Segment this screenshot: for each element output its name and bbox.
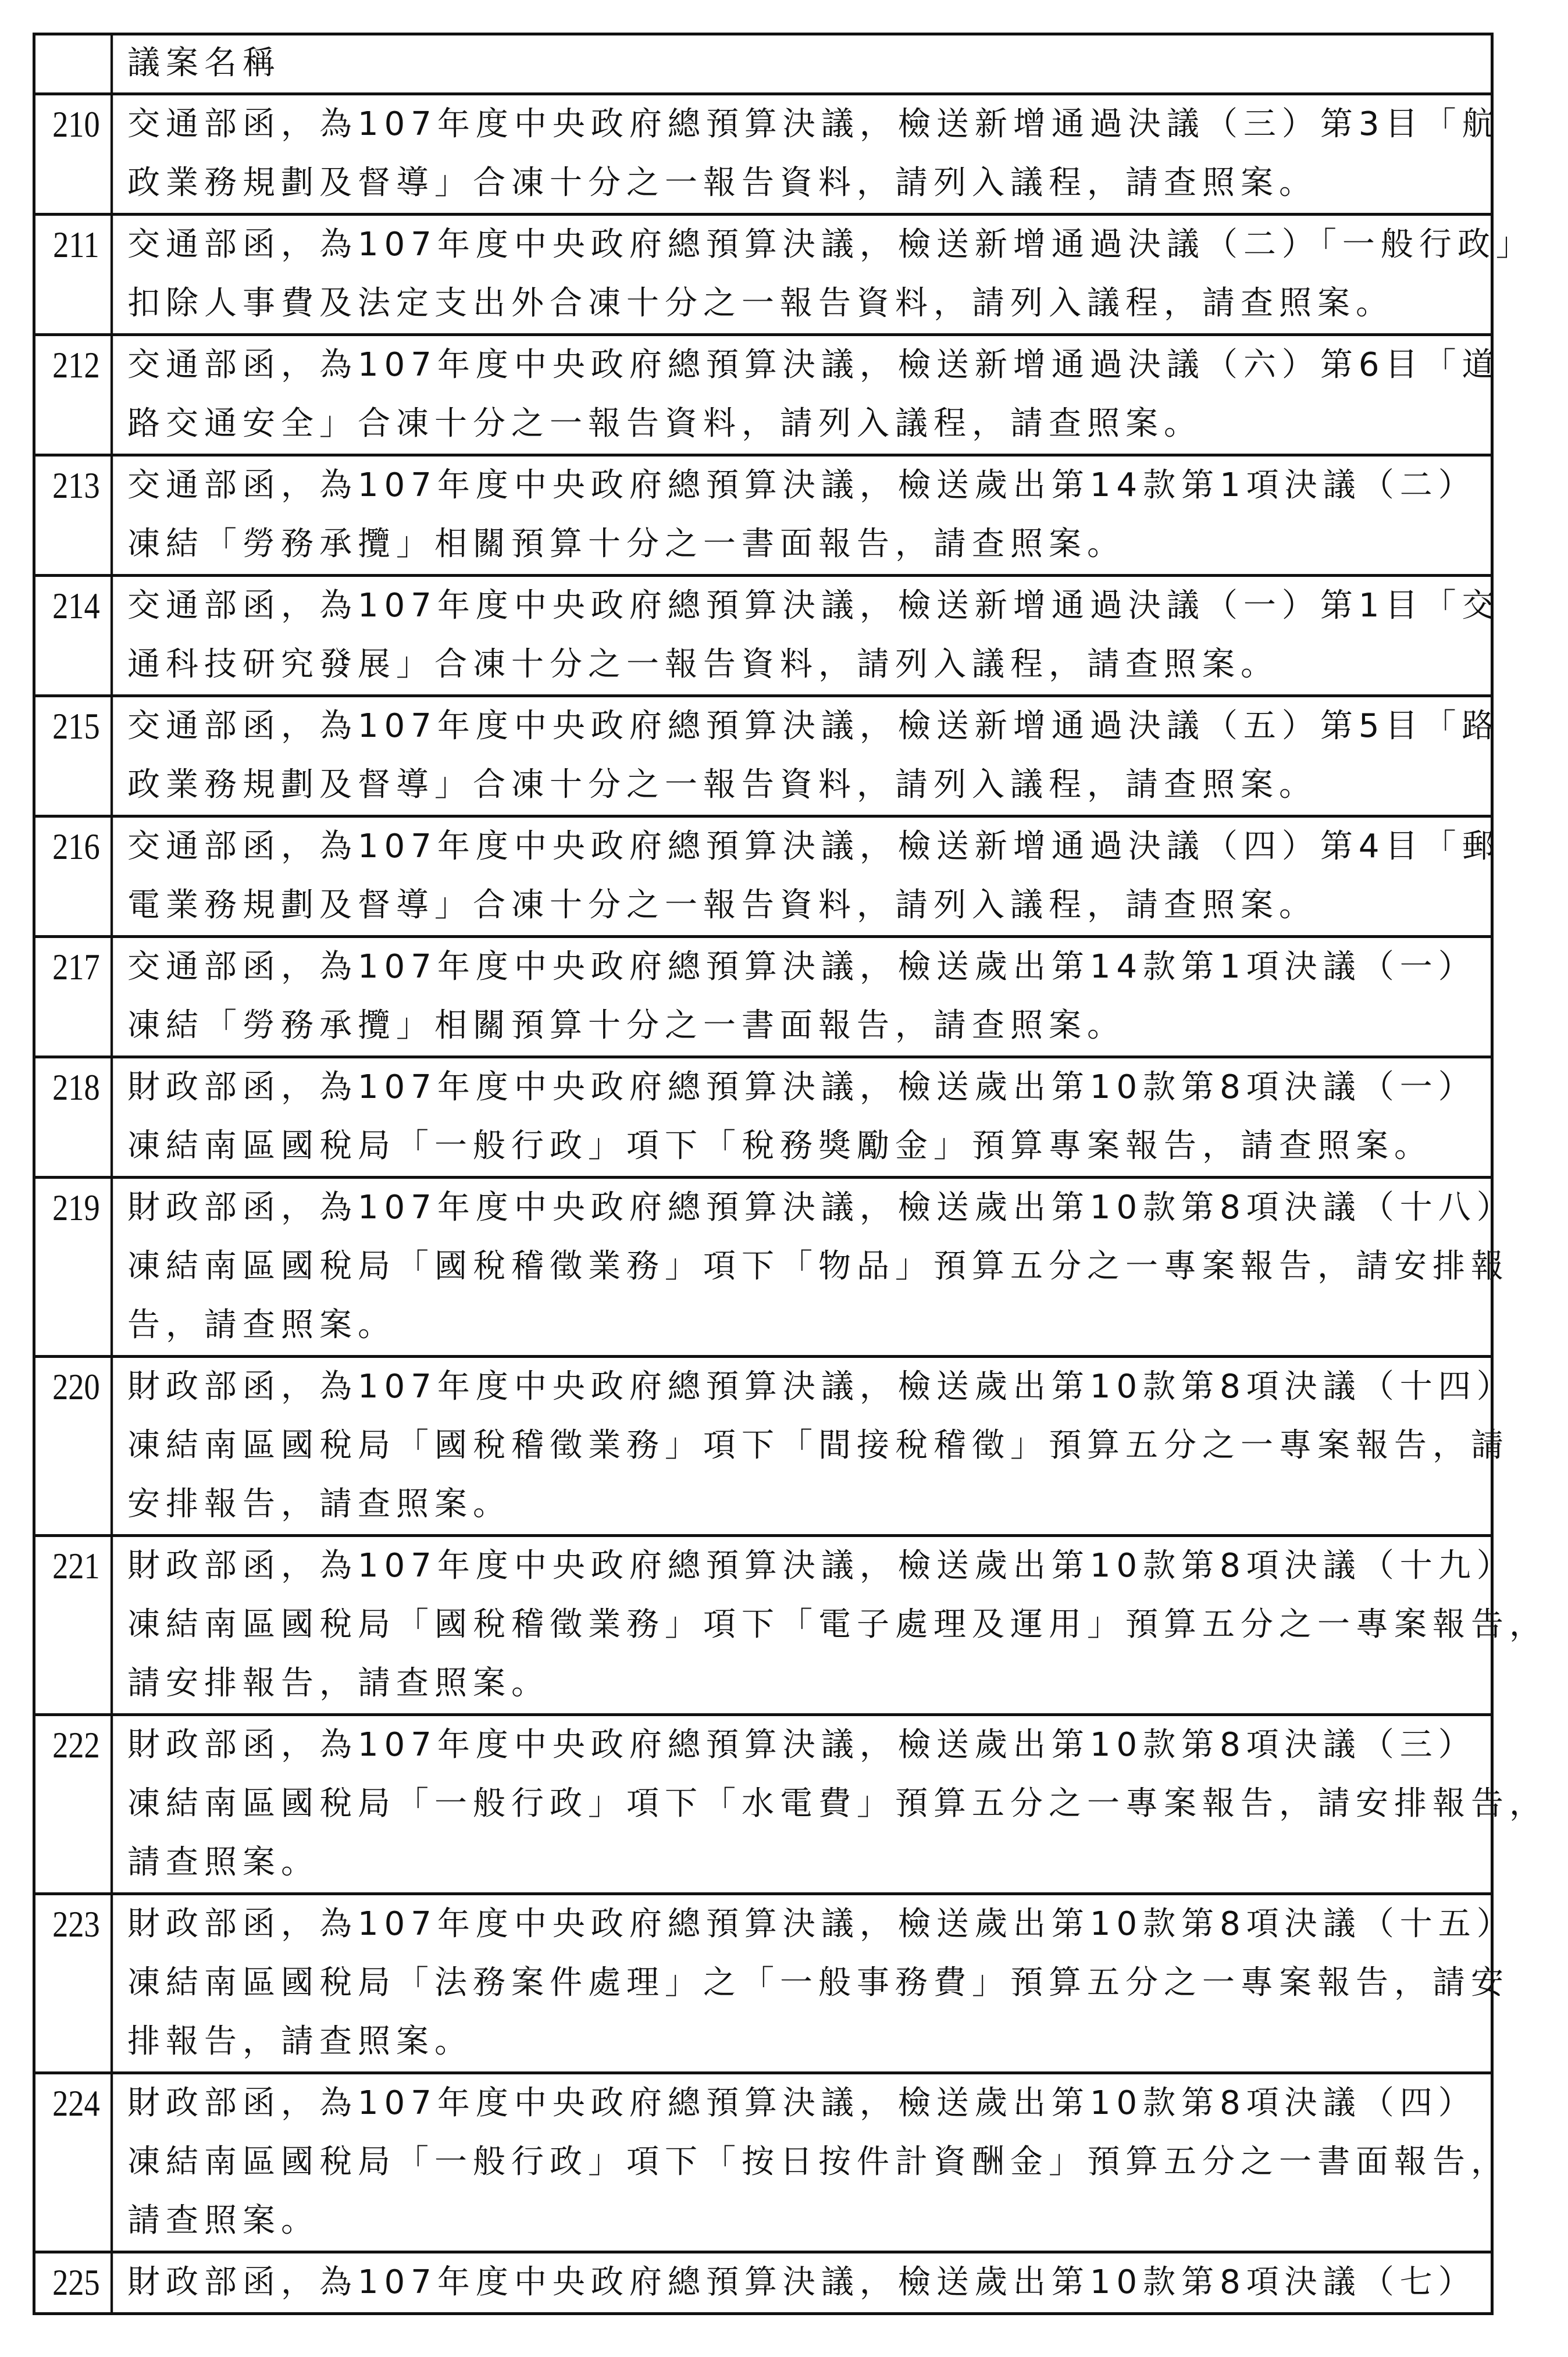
- row-number: 221: [42, 1537, 113, 1713]
- table-row: [35, 815, 1501, 935]
- row-number: 212: [42, 336, 113, 454]
- agenda-table: [33, 33, 1548, 2315]
- table-row: [35, 2071, 1509, 2251]
- row-title-cell: [119, 2253, 1491, 2312]
- title-line: 凍結南區國稅局「國稅稽徵業務」項下「間接稅稽徵」預算五分之一專案報告，請: [127, 1427, 1509, 1464]
- row-title-cell: [119, 2074, 1509, 2251]
- row-number: 225: [42, 2253, 113, 2312]
- row-number: 215: [42, 697, 113, 815]
- row-title-cell: [119, 1895, 1515, 2071]
- title-line: 凍結南區國稅局「一般行政」項下「水電費」預算五分之一專案報告，請安排報告，: [127, 1785, 1548, 1823]
- title-line: 請查照案。: [127, 2202, 319, 2240]
- row-number: 217: [42, 938, 113, 1056]
- title-line: 凍結南區國稅局「法務案件處理」之「一般事務費」預算五分之一專案報告，請安: [127, 1964, 1509, 2002]
- table-header-row: [35, 35, 1491, 92]
- title-line: 交通部函，為107年度中央政府總預算決議，檢送新增通過決議（一）第1目「交: [127, 587, 1501, 625]
- table-row: [35, 454, 1491, 574]
- row-number: 214: [42, 577, 113, 694]
- title-line: 交通部函，為107年度中央政府總預算決議，檢送新增通過決議（三）第3目「航: [127, 105, 1501, 143]
- title-line: 凍結「勞務承攬」相關預算十分之一書面報告，請查照案。: [127, 1007, 1125, 1044]
- table-row: [35, 213, 1534, 333]
- table-row: [35, 694, 1501, 815]
- title-line: 財政部函，為107年度中央政府總預算決議，檢送歲出第10款第8項決議（十五）: [127, 1905, 1515, 1943]
- title-line: 交通部函，為107年度中央政府總預算決議，檢送新增通過決議（二）「一般行政」: [127, 226, 1534, 263]
- row-title-cell: [119, 457, 1491, 574]
- title-line: 安排報告，請查照案。: [127, 1485, 511, 1523]
- row-title-cell: [119, 1358, 1515, 1534]
- row-number: 224: [42, 2074, 113, 2251]
- title-line: 財政部函，為107年度中央政府總預算決議，檢送歲出第10款第8項決議（四）: [127, 2084, 1477, 2122]
- row-number: 210: [42, 95, 113, 213]
- title-line: 財政部函，為107年度中央政府總預算決議，檢送歲出第10款第8項決議（三）: [127, 1726, 1477, 1764]
- title-line: 交通部函，為107年度中央政府總預算決議，檢送歲出第14款第1項決議（二）: [127, 466, 1477, 504]
- title-line: 通科技研究發展」合凍十分之一報告資料，請列入議程，請查照案。: [127, 646, 1279, 683]
- row-number: 216: [42, 818, 113, 935]
- title-line: 排報告，請查照案。: [127, 2023, 473, 2060]
- title-line: 扣除人事費及法定支出外合凍十分之一報告資料，請列入議程，請查照案。: [127, 284, 1394, 322]
- header-title: 議案名稱: [127, 44, 281, 82]
- row-number: 211: [42, 216, 113, 333]
- title-line: 路交通安全」合凍十分之一報告資料，請列入議程，請查照案。: [127, 405, 1202, 443]
- row-title-cell: [119, 1058, 1491, 1176]
- row-title-cell: [119, 336, 1501, 454]
- title-line: 政業務規劃及督導」合凍十分之一報告資料，請列入議程，請查照案。: [127, 164, 1317, 202]
- title-line: 凍結南區國稅局「國稅稽徵業務」項下「物品」預算五分之一專案報告，請安排報: [127, 1247, 1509, 1285]
- table-row: [35, 1056, 1491, 1176]
- title-line: 財政部函，為107年度中央政府總預算決議，檢送歲出第10款第8項決議（一）: [127, 1068, 1477, 1106]
- title-line: 凍結「勞務承攬」相關預算十分之一書面報告，請查照案。: [127, 525, 1125, 563]
- row-number: 222: [42, 1716, 113, 1892]
- title-line: 請查照案。: [127, 1843, 319, 1881]
- row-title-cell: [119, 95, 1501, 213]
- title-line: 交通部函，為107年度中央政府總預算決議，檢送歲出第14款第1項決議（一）: [127, 948, 1477, 986]
- row-title-cell: [119, 818, 1501, 935]
- row-title-cell: [119, 697, 1501, 815]
- table-row: [35, 1355, 1515, 1534]
- header-title-cell: [119, 35, 1491, 92]
- row-title-cell: [119, 1537, 1548, 1713]
- title-line: 交通部函，為107年度中央政府總預算決議，檢送新增通過決議（四）第4目「郵: [127, 828, 1501, 865]
- title-line: 政業務規劃及督導」合凍十分之一報告資料，請列入議程，請查照案。: [127, 766, 1317, 804]
- table-row: [35, 92, 1501, 213]
- row-title-cell: [119, 1716, 1548, 1892]
- row-title-cell: [119, 1179, 1515, 1355]
- table-row: [35, 333, 1501, 454]
- row-number: 218: [42, 1058, 113, 1176]
- title-line: 財政部函，為107年度中央政府總預算決議，檢送歲出第10款第8項決議（七）: [127, 2263, 1477, 2301]
- table-row: [35, 935, 1491, 1056]
- row-number: 219: [42, 1179, 113, 1355]
- table-row: [35, 1713, 1548, 1892]
- title-line: 財政部函，為107年度中央政府總預算決議，檢送歲出第10款第8項決議（十四）: [127, 1368, 1515, 1406]
- title-line: 凍結南區國稅局「一般行政」項下「按日按件計資酬金」預算五分之一書面報告，: [127, 2143, 1509, 2181]
- header-number-cell: [42, 35, 113, 92]
- title-line: 凍結南區國稅局「一般行政」項下「稅務獎勵金」預算專案報告，請查照案。: [127, 1127, 1432, 1165]
- table-row: [35, 1892, 1515, 2071]
- row-number: 220: [42, 1358, 113, 1534]
- title-line: 凍結南區國稅局「國稅稽徵業務」項下「電子處理及運用」預算五分之一專案報告，: [127, 1606, 1548, 1643]
- row-title-cell: [119, 577, 1501, 694]
- table-row: [35, 1534, 1548, 1713]
- title-line: 交通部函，為107年度中央政府總預算決議，檢送新增通過決議（五）第5目「路: [127, 707, 1501, 745]
- title-line: 告，請查照案。: [127, 1306, 396, 1344]
- title-line: 財政部函，為107年度中央政府總預算決議，檢送歲出第10款第8項決議（十八）: [127, 1189, 1515, 1226]
- title-line: 財政部函，為107年度中央政府總預算決議，檢送歲出第10款第8項決議（十九）: [127, 1547, 1515, 1585]
- table-row: [35, 1176, 1515, 1355]
- table-row: [35, 574, 1501, 694]
- row-number: 213: [42, 457, 113, 574]
- title-line: 請安排報告，請查照案。: [127, 1664, 550, 1702]
- table-row: [35, 2251, 1491, 2312]
- row-title-cell: [119, 216, 1534, 333]
- title-line: 交通部函，為107年度中央政府總預算決議，檢送新增通過決議（六）第6目「道: [127, 346, 1501, 384]
- title-line: 電業務規劃及督導」合凍十分之一報告資料，請列入議程，請查照案。: [127, 886, 1317, 924]
- row-title-cell: [119, 938, 1491, 1056]
- row-number: 223: [42, 1895, 113, 2071]
